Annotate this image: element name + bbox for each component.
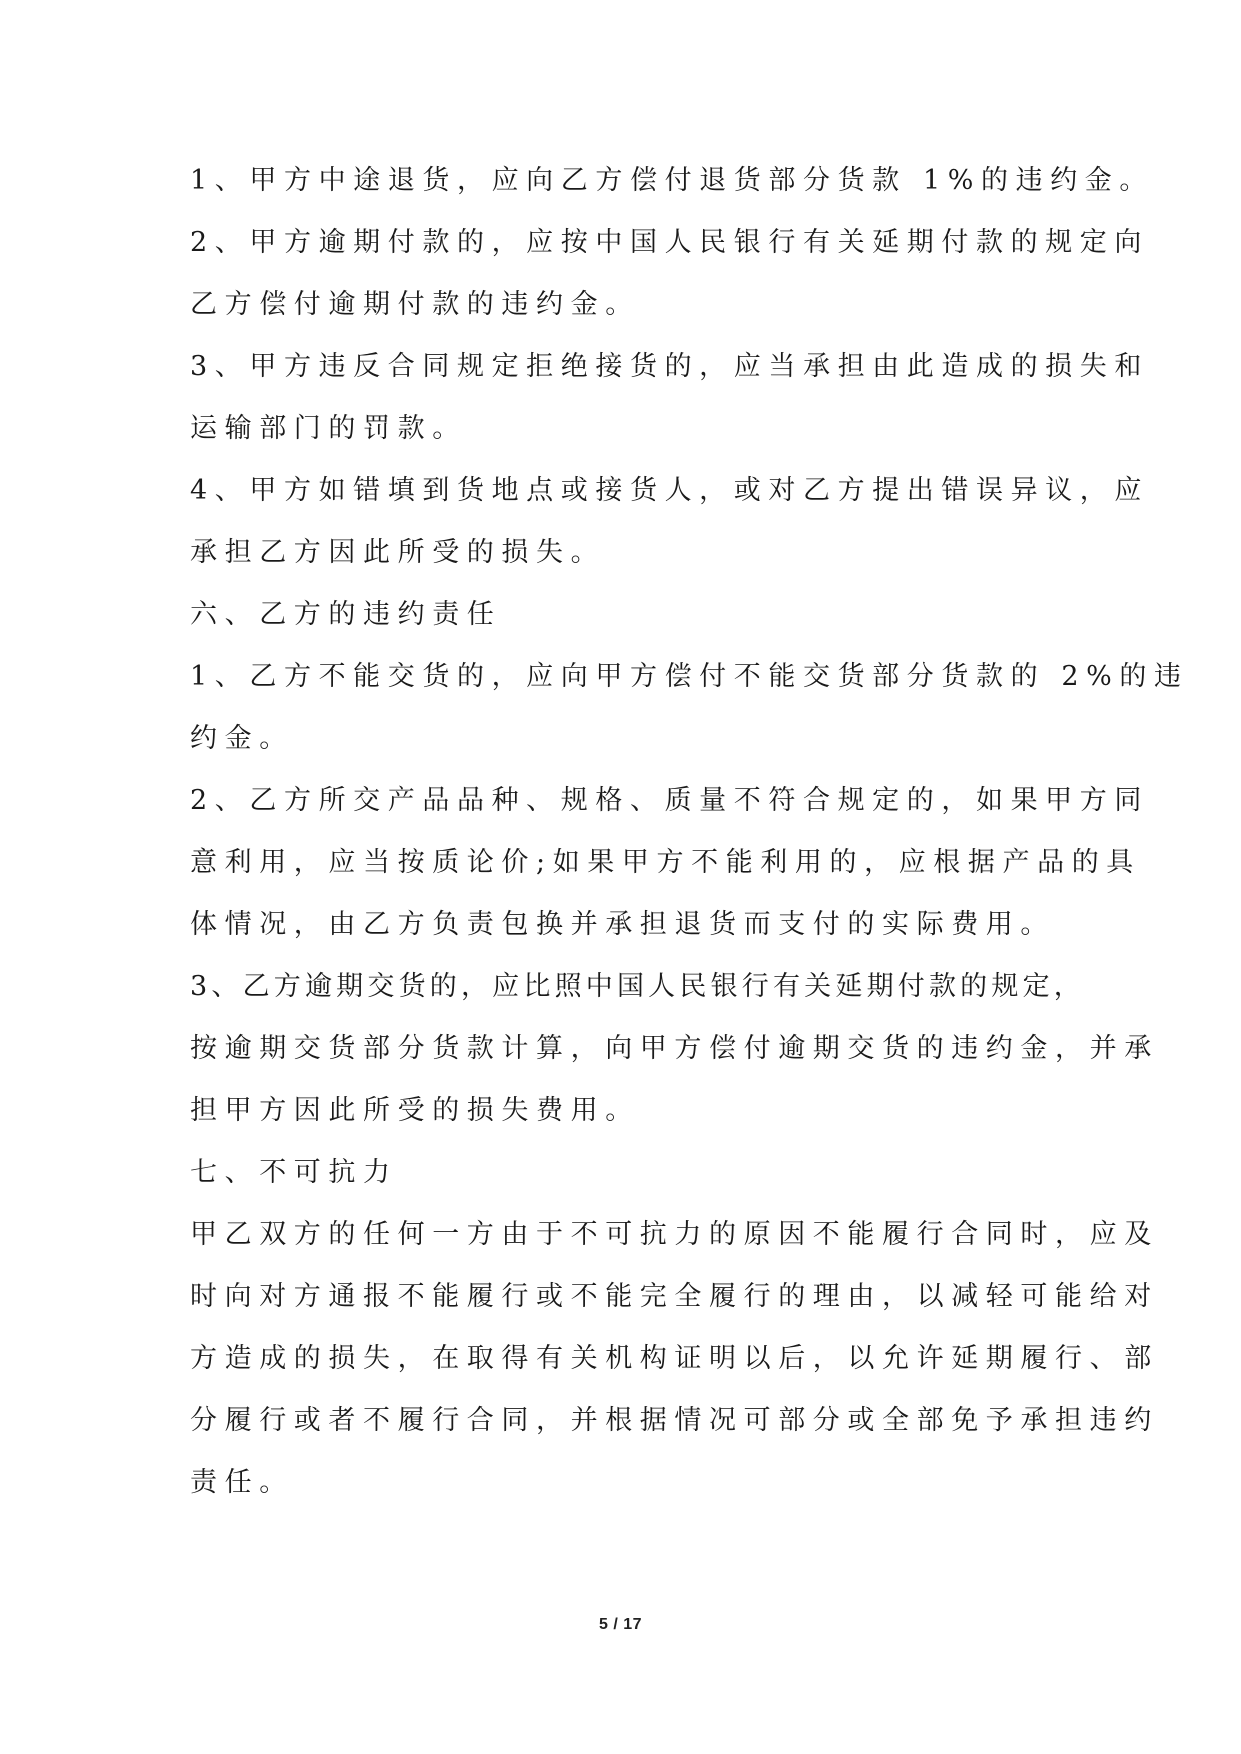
text-line: 意利用，应当按质论价;如果甲方不能利用的，应根据产品的具 (190, 847, 1141, 878)
text-line: 1、甲方中途退货，应向乙方偿付退货部分货款 1%的违约金。 (190, 165, 1154, 196)
text-line: 3、乙方逾期交货的，应比照中国人民银行有关延期付款的规定， (190, 971, 1085, 1002)
page-number: 5 / 17 (598, 1616, 643, 1633)
text-line: 时向对方通报不能履行或不能完全履行的理由，以减轻可能给对 (190, 1281, 1159, 1312)
text-line: 运输部门的罚款。 (190, 413, 467, 444)
text-line: 体情况，由乙方负责包换并承担退货而支付的实际费用。 (190, 909, 1055, 940)
section-heading: 七、不可抗力 (190, 1157, 398, 1188)
document-body (190, 150, 1189, 1514)
text-line: 分履行或者不履行合同，并根据情况可部分或全部免予承担违约 (190, 1405, 1159, 1436)
text-line: 3、甲方违反合同规定拒绝接货的，应当承担由此造成的损失和 (190, 351, 1149, 382)
text-line: 约金。 (190, 723, 294, 754)
text-line: 2、甲方逾期付款的，应按中国人民银行有关延期付款的规定向 (190, 227, 1149, 258)
text-line: 1、乙方不能交货的，应向甲方偿付不能交货部分货款的 2%的违 (190, 661, 1189, 692)
text-line: 承担乙方因此所受的损失。 (190, 537, 606, 568)
text-line: 担甲方因此所受的损失费用。 (190, 1095, 640, 1126)
text-line: 责任。 (190, 1467, 294, 1498)
text-line: 4、甲方如错填到货地点或接货人，或对乙方提出错误异议，应 (190, 475, 1149, 506)
section-heading: 六、乙方的违约责任 (190, 599, 502, 630)
text-line: 2、乙方所交产品品种、规格、质量不符合规定的，如果甲方同 (190, 785, 1149, 816)
text-line: 甲乙双方的任何一方由于不可抗力的原因不能履行合同时，应及 (190, 1219, 1159, 1250)
text-line: 乙方偿付逾期付款的违约金。 (190, 289, 640, 320)
text-line: 按逾期交货部分货款计算，向甲方偿付逾期交货的违约金，并承 (190, 1033, 1159, 1064)
text-line: 方造成的损失，在取得有关机构证明以后，以允许延期履行、部 (190, 1343, 1159, 1374)
